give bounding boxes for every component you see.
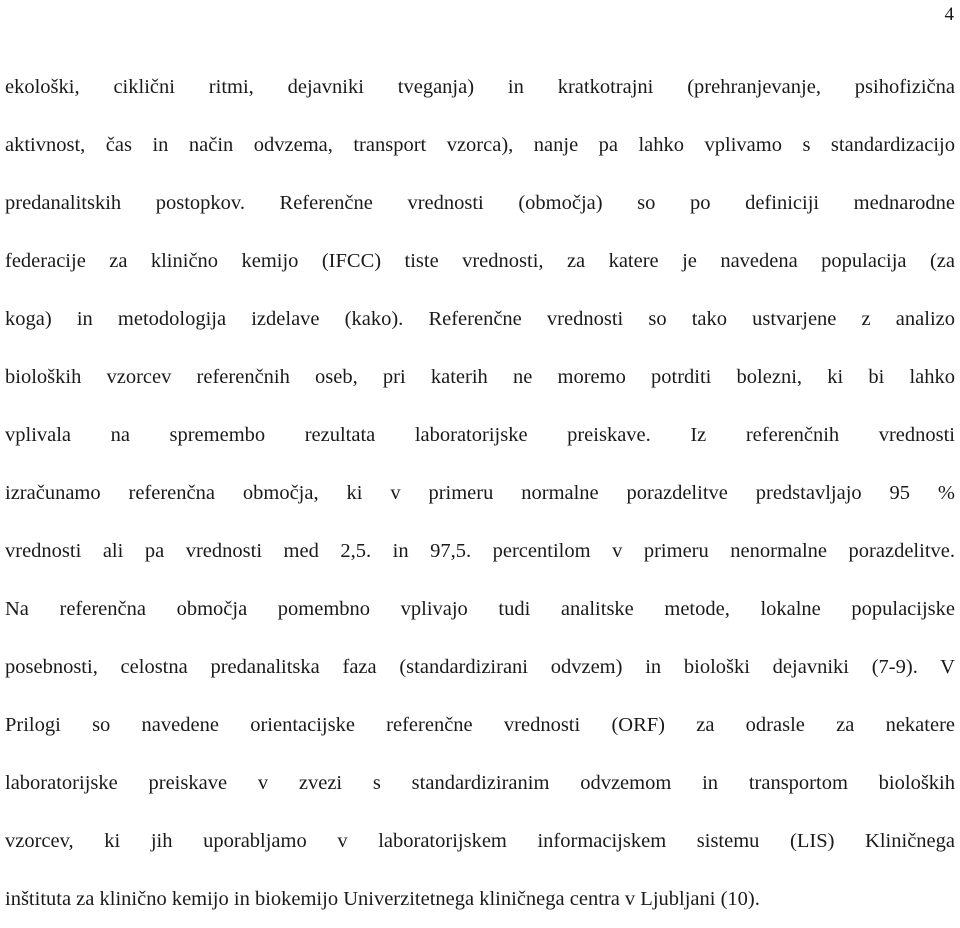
body-paragraph: [5, 58, 955, 928]
paragraph-line: ekološki, ciklični ritmi, dejavniki tveganja) in kratkotrajni (prehranjevanje, psihofizična: [5, 76, 955, 98]
paragraph-line: aktivnost, čas in način odvzema, transport vzorca), nanje pa lahko vplivamo s standardizacijo: [5, 134, 955, 156]
paragraph-line: Na referenčna območja pomembno vplivajo tudi analitske metode, lokalne populacijske: [5, 598, 955, 620]
paragraph-line: predanalitskih postopkov. Referenčne vrednosti (območja) so po definiciji mednarodne: [5, 192, 955, 214]
paragraph-line: laboratorijske preiskave v zvezi s standardiziranim odvzemom in transportom bioloških: [5, 772, 955, 794]
page-number: 4: [944, 4, 954, 25]
paragraph-line: Prilogi so navedene orientacijske referenčne vrednosti (ORF) za odrasle za nekatere: [5, 714, 955, 736]
paragraph-line: vzorcev, ki jih uporabljamo v laboratorijskem informacijskem sistemu (LIS) Kliničnega: [5, 830, 955, 852]
paragraph-line: vplivala na spremembo rezultata laboratorijske preiskave. Iz referenčnih vrednosti: [5, 424, 955, 446]
paragraph-line-last: inštituta za klinično kemijo in biokemijo Univerzitetnega kliničnega centra v Ljubljani (10).: [5, 888, 760, 910]
paragraph-line: vrednosti ali pa vrednosti med 2,5. in 97,5. percentilom v primeru nenormalne porazdelitve.: [5, 540, 955, 562]
paragraph-line: bioloških vzorcev referenčnih oseb, pri katerih ne moremo potrditi bolezni, ki bi lahko: [5, 366, 955, 388]
paragraph-line: izračunamo referenčna območja, ki v primeru normalne porazdelitve predstavljajo 95 %: [5, 482, 955, 504]
paragraph-line: federacije za klinično kemijo (IFCC) tiste vrednosti, za katere je navedena populacija (za: [5, 250, 955, 272]
paragraph-line: koga) in metodologija izdelave (kako). Referenčne vrednosti so tako ustvarjene z analizo: [5, 308, 955, 330]
paragraph-line: posebnosti, celostna predanalitska faza (standardizirani odvzem) in biološki dejavniki (7-9). V: [5, 656, 955, 678]
